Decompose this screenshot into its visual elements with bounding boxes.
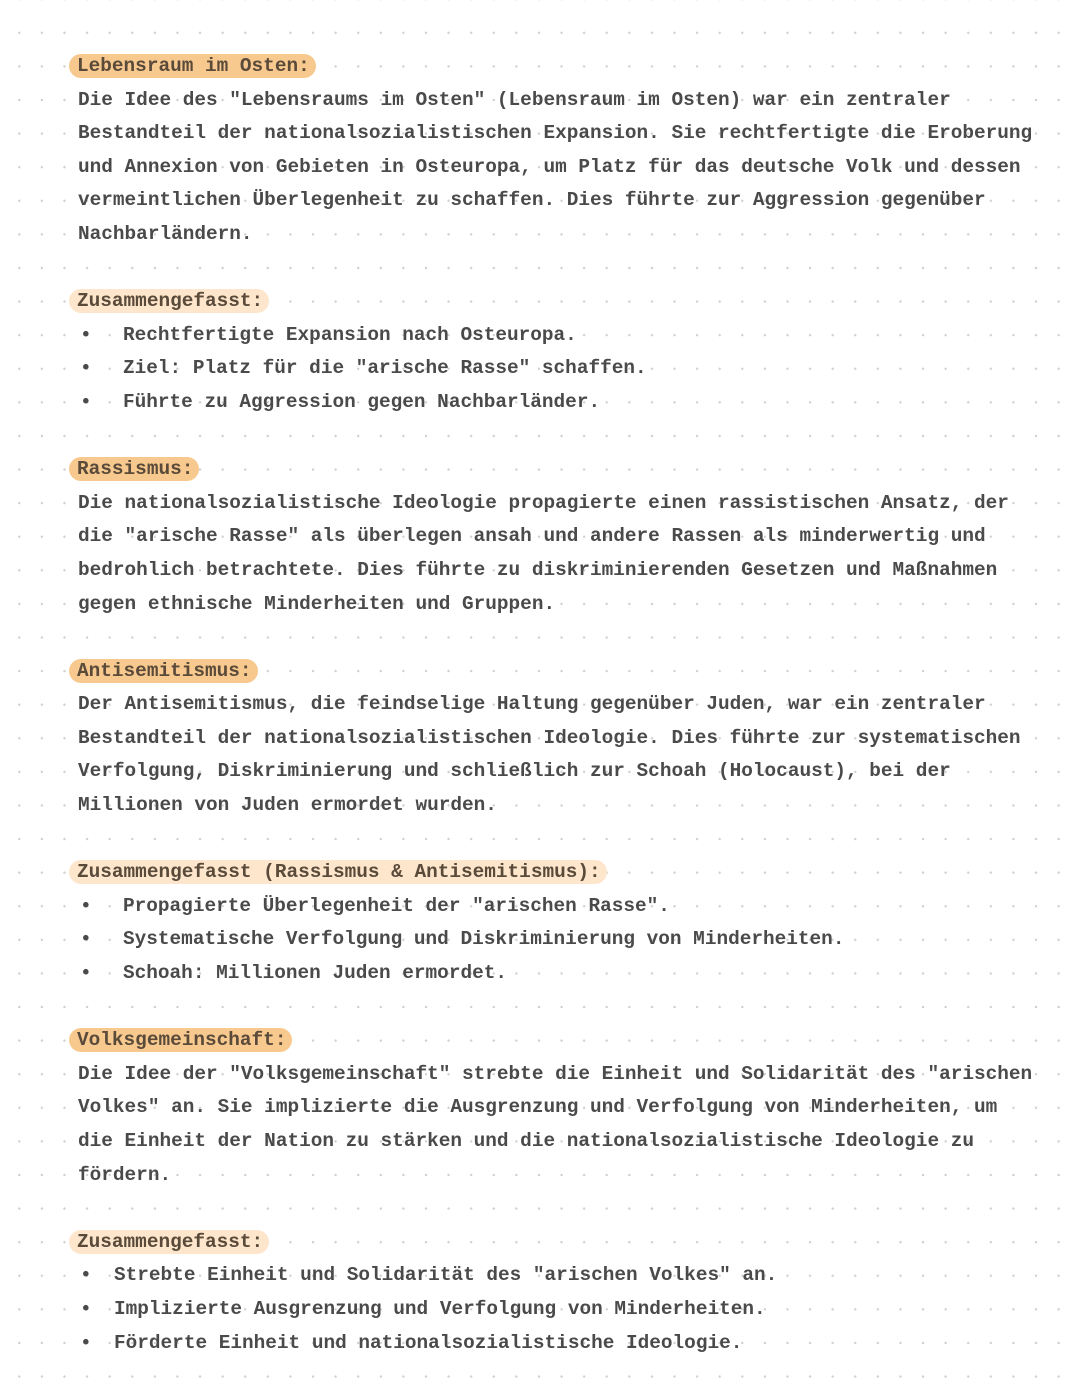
list-item-text: Systematische Verfolgung und Diskriminierung von Minderheiten.	[123, 928, 845, 951]
paragraph-line: Bestandteil der nationalsozialistischen Expansion. Sie rechtfertigte die Eroberung	[78, 122, 1033, 145]
spacer	[78, 823, 1068, 857]
section-topic	[78, 655, 1068, 857]
section-heading: Volksgemeinschaft:	[69, 1028, 292, 1052]
paragraph-line: Bestandteil der nationalsozialistischen Ideologie. Dies führte zur systematischen	[78, 726, 1021, 749]
bullet-icon: •	[80, 928, 92, 951]
section-summary	[78, 285, 1068, 453]
heading-line	[78, 655, 1068, 689]
paragraph-line: gegen ethnische Minderheiten und Gruppen.	[78, 592, 556, 615]
list-item	[78, 352, 1068, 386]
list-item-text: Schoah: Millionen Juden ermordet.	[123, 962, 507, 985]
bullet-icon: •	[80, 357, 92, 380]
list-item-text: Strebte Einheit und Solidarität des "arischen Volkes" an.	[114, 1264, 778, 1287]
section-summary	[78, 856, 1068, 1024]
section-heading: Rassismus:	[69, 457, 199, 481]
paragraph-line: die Einheit der Nation zu stärken und die nationalsozialistische Ideologie zu	[78, 1130, 974, 1152]
list-item-text: Förderte Einheit und nationalsozialistische Ideologie.	[114, 1331, 743, 1354]
paragraph-line: die "arische Rasse" als überlegen ansah und andere Rassen als minderwertig und	[78, 525, 986, 548]
paragraph-line: Der Antisemitismus, die feindselige Haltung gegenüber Juden, war ein zentraler	[78, 693, 986, 716]
heading-line	[78, 1226, 1068, 1260]
section-topic	[78, 50, 1068, 285]
paragraph-line: Nachbarländern.	[78, 222, 253, 245]
list-item	[78, 1327, 1068, 1361]
list-item	[78, 1259, 1068, 1293]
section-summary	[78, 1226, 1068, 1360]
list-item	[78, 319, 1068, 353]
paragraph-line: Volkes" an. Sie implizierte die Ausgrenzung und Verfolgung von Minderheiten, um	[78, 1096, 998, 1119]
list-item-text: Implizierte Ausgrenzung und Verfolgung von Minderheiten.	[114, 1297, 766, 1320]
paragraph-line: Die Idee des "Lebensraums im Osten" (Lebensraum im Osten) war ein zentraler	[78, 88, 951, 111]
bullet-icon: •	[80, 1331, 92, 1354]
heading-line	[78, 285, 1068, 319]
spacer	[78, 1192, 1068, 1226]
spacer	[78, 420, 1068, 454]
list-item	[78, 1293, 1068, 1327]
bullet-icon: •	[80, 390, 92, 413]
bullet-icon: •	[80, 323, 92, 346]
spacer	[78, 252, 1068, 286]
section-heading: Lebensraum im Osten:	[69, 54, 316, 78]
paragraph-line: vermeintlichen Überlegenheit zu schaffen. Dies führte zur Aggression gegenüber	[78, 189, 986, 212]
heading-line	[78, 50, 1068, 84]
list-item-text: Rechtfertigte Expansion nach Osteuropa.	[123, 323, 577, 346]
section-topic	[78, 453, 1068, 655]
bullet-icon: •	[80, 1297, 92, 1320]
list-item	[78, 923, 1068, 957]
section-topic	[78, 1024, 1068, 1226]
heading-line	[78, 453, 1068, 487]
bullet-icon: •	[80, 1264, 92, 1287]
spacer	[78, 991, 1068, 1025]
section-heading: Antisemitismus:	[69, 659, 258, 683]
paragraph-line: Die nationalsozialistische Ideologie propagierte einen rassistischen Ansatz, der	[78, 491, 1009, 514]
heading-line	[78, 1024, 1068, 1058]
paragraph-line: Millionen von Juden ermordet wurden.	[78, 794, 497, 817]
paragraph-line: fördern.	[78, 1163, 172, 1186]
list-item-text: Ziel: Platz für die "arische Rasse" schaffen.	[123, 357, 647, 380]
summary-heading: Zusammengefasst:	[69, 1230, 269, 1254]
heading-line	[78, 856, 1068, 890]
summary-heading: Zusammengefasst:	[69, 289, 269, 313]
list-item-text: Propagierte Überlegenheit der "arischen Rasse".	[123, 894, 670, 917]
list-item	[78, 957, 1068, 991]
bullet-icon: •	[80, 962, 92, 985]
notes-page	[78, 50, 1068, 1360]
paragraph-line: Die Idee der "Volksgemeinschaft" strebte die Einheit und Solidarität des "arischen	[78, 1062, 1033, 1085]
paragraph-line: und Annexion von Gebieten in Osteuropa, um Platz für das deutsche Volk und dessen	[78, 155, 1021, 178]
paragraph-line: Verfolgung, Diskriminierung und schließlich zur Schoah (Holocaust), bei der	[78, 760, 951, 783]
list-item	[78, 386, 1068, 420]
bullet-icon: •	[80, 894, 92, 917]
list-item	[78, 890, 1068, 924]
paragraph-line: bedrohlich betrachtete. Dies führte zu diskriminierenden Gesetzen und Maßnahmen	[78, 558, 998, 581]
summary-heading: Zusammengefasst (Rassismus & Antisemitismus):	[69, 860, 607, 884]
list-item-text: Führte zu Aggression gegen Nachbarländer.	[123, 390, 601, 413]
spacer	[78, 621, 1068, 655]
